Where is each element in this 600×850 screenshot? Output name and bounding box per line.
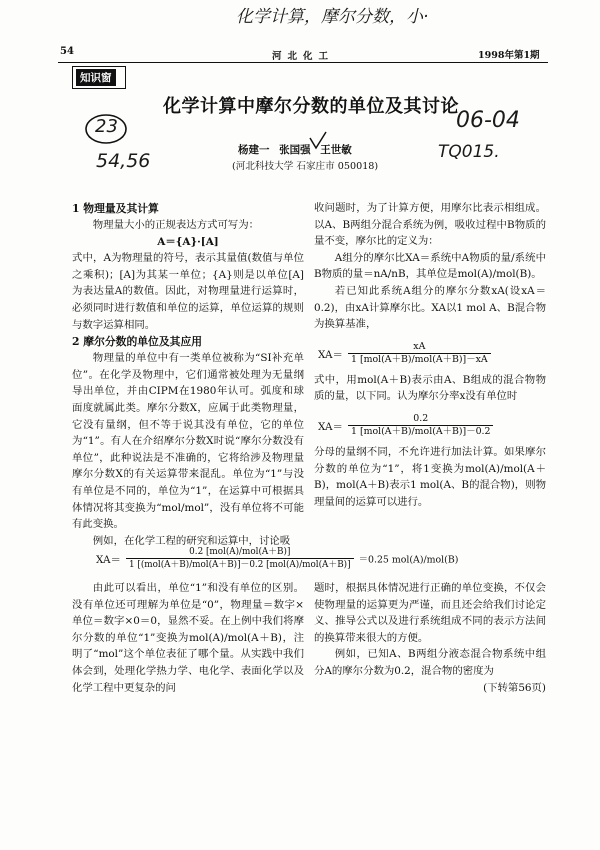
eq4-lhs: XA＝ bbox=[96, 554, 121, 566]
affiliation: (河北科技大学 石家庄市 050018) bbox=[232, 161, 379, 172]
header-rule bbox=[58, 62, 548, 63]
paragraph: 物理量大小的正规表达方式可写为： bbox=[92, 219, 260, 231]
eq2-numerator: xA bbox=[348, 341, 491, 354]
eq2-lhs: XA＝ bbox=[318, 348, 343, 361]
paragraph: A组分的摩尔比XA＝系统中A物质的量/系统中B物质的量＝nA/nB，其单位是mol(A)/mol(B)。 bbox=[314, 251, 546, 281]
bottom-left-column bbox=[72, 580, 304, 696]
section-1-heading: 1 物理量及其计算 bbox=[72, 202, 159, 215]
paragraph: 收问题时，为了计算方便，用摩尔比表示相组成。以A、B两组分混合系统为例，吸收过程中B物质的量不变，摩尔比的定义为： bbox=[314, 202, 546, 248]
eq4-numerator: 0.2 [mol(A)/mol(A＋B)] bbox=[126, 546, 354, 559]
handwritten-circled-number: 23 bbox=[95, 116, 118, 137]
bottom-right-column bbox=[314, 580, 546, 696]
paragraph: 例如，在化学工程的研究和运算中，讨论吸 bbox=[92, 534, 291, 547]
page-number: 54 bbox=[60, 46, 74, 57]
eq4-denominator: 1 [(mol(A＋B)/mol(A＋B)]－0.2 [mol(A)/mol(A＋B)] bbox=[129, 560, 351, 570]
journal-name: 河北化工 bbox=[272, 51, 335, 62]
eq3-lhs: XA＝ bbox=[318, 420, 343, 433]
handwritten-code-right2: TQ015. bbox=[438, 142, 500, 162]
paragraph: 题时，根据具体情况进行正确的单位变换，不仅会使物理量的运算更为严谨，而且还会给我们讨论定义、推导公式以及进行系统组成不同的表示方法间的换算带来很大的方便。 bbox=[314, 582, 546, 644]
paragraph: 分母的量纲不同，不允许进行加法计算。如果摩尔分数的单位为“1”，将1变换为mol(A)/mol(A＋B)，mol(A＋B)表示1 mol(A、B的混合物)，则物理量间的运算可以进行。 bbox=[314, 445, 546, 508]
paragraph: 例如，已知A、B两组分液态混合物系统中组分A的摩尔分数为0.2，混合物的密度为 bbox=[314, 648, 546, 677]
authors: 杨建一 张国强 王世敏 bbox=[238, 144, 352, 156]
paragraph: 物理量的单位中有一类单位被称为“SI补充单位”。在化学及物理中，它们通常被处理为无量纲导出单位，并由CIPM在1980年认可。弧度和球面度就属此类。摩尔分数X，应属于此类物理量，它没有量纲，但不等于说其没有单位，它的单位为“1”。有人在介绍摩尔分数X时说“摩尔分数没有单位”，此种说法是不准确的，它将给涉及物理量摩尔分数X的有关运算带来混乱。单位为“1”与没有单位是不同的，单位为“1”，在运算中可根据具体情况将其变换为“mol/mol”，没有单位将不可能有此变换。 bbox=[72, 352, 304, 531]
handwritten-page-range: 54,56 bbox=[96, 150, 151, 172]
section-2-heading: 2 摩尔分数的单位及其应用 bbox=[72, 335, 203, 349]
eq4-rhs: ＝0.25 mol(A)/mol(B) bbox=[358, 554, 459, 566]
paragraph: 由此可以看出，单位“1”和没有单位的区别。没有单位还可理解为单位是“0”，物理量＝数字×单位＝数字×0＝0，显然不妥。在上例中我们将摩尔分数的单位“1”变换为mol(A)/mol(A＋B)，注明了“mol”这个单位表征了哪个量。从实践中我们体会到，处理化学热力学、电化学、表面化学以及化学工程中更复杂的问 bbox=[72, 582, 304, 694]
eq3-denominator: 1 [mol(A＋B)/mol(A＋B)]－0.2 bbox=[351, 425, 491, 437]
eq3-numerator: 0.2 bbox=[348, 413, 493, 426]
equation-4 bbox=[96, 546, 556, 571]
left-column bbox=[72, 200, 304, 549]
paragraph: 式中，A为物理量的符号，表示其量值(数值与单位之乘积)；[A]为其某一单位；{A}则是以单位[A]为表达量A的数值。因此，对物理量进行运算时，必须同时进行数值和单位的运算，单位运算的规则与数字运算相同。 bbox=[72, 252, 304, 331]
right-column bbox=[314, 200, 546, 510]
eq2-denominator: 1 [mol(A＋B)/mol(A＋B)]－xA bbox=[351, 353, 488, 365]
column-tag: 知识窗 bbox=[76, 69, 116, 86]
handwritten-top-note: 化学计算，摩尔分数，小· bbox=[236, 7, 429, 27]
equation-1: A＝{A}·[A] bbox=[157, 235, 219, 248]
paragraph: 式中，用mol(A＋B)表示由A、B组成的混合物物质的量，以下同。认为摩尔分率x没有单位时 bbox=[314, 373, 546, 403]
article-title: 化学计算中摩尔分数的单位及其讨论 bbox=[163, 96, 459, 117]
eq3-fraction bbox=[348, 413, 493, 438]
issue-info: 1998年第1期 bbox=[478, 50, 540, 61]
eq4-fraction bbox=[126, 546, 354, 571]
equation-2 bbox=[318, 341, 546, 366]
continued-note: (下转第56页) bbox=[483, 681, 546, 694]
paragraph: 若已知此系统A组分的摩尔分数xA(设xA＝0.2)，由xA计算摩尔比。XA以1 mol A、B混合物为换算基准， bbox=[314, 284, 546, 331]
equation-3 bbox=[318, 413, 546, 438]
eq2-fraction bbox=[348, 341, 491, 366]
handwritten-code-right: 06-04 bbox=[456, 108, 520, 133]
